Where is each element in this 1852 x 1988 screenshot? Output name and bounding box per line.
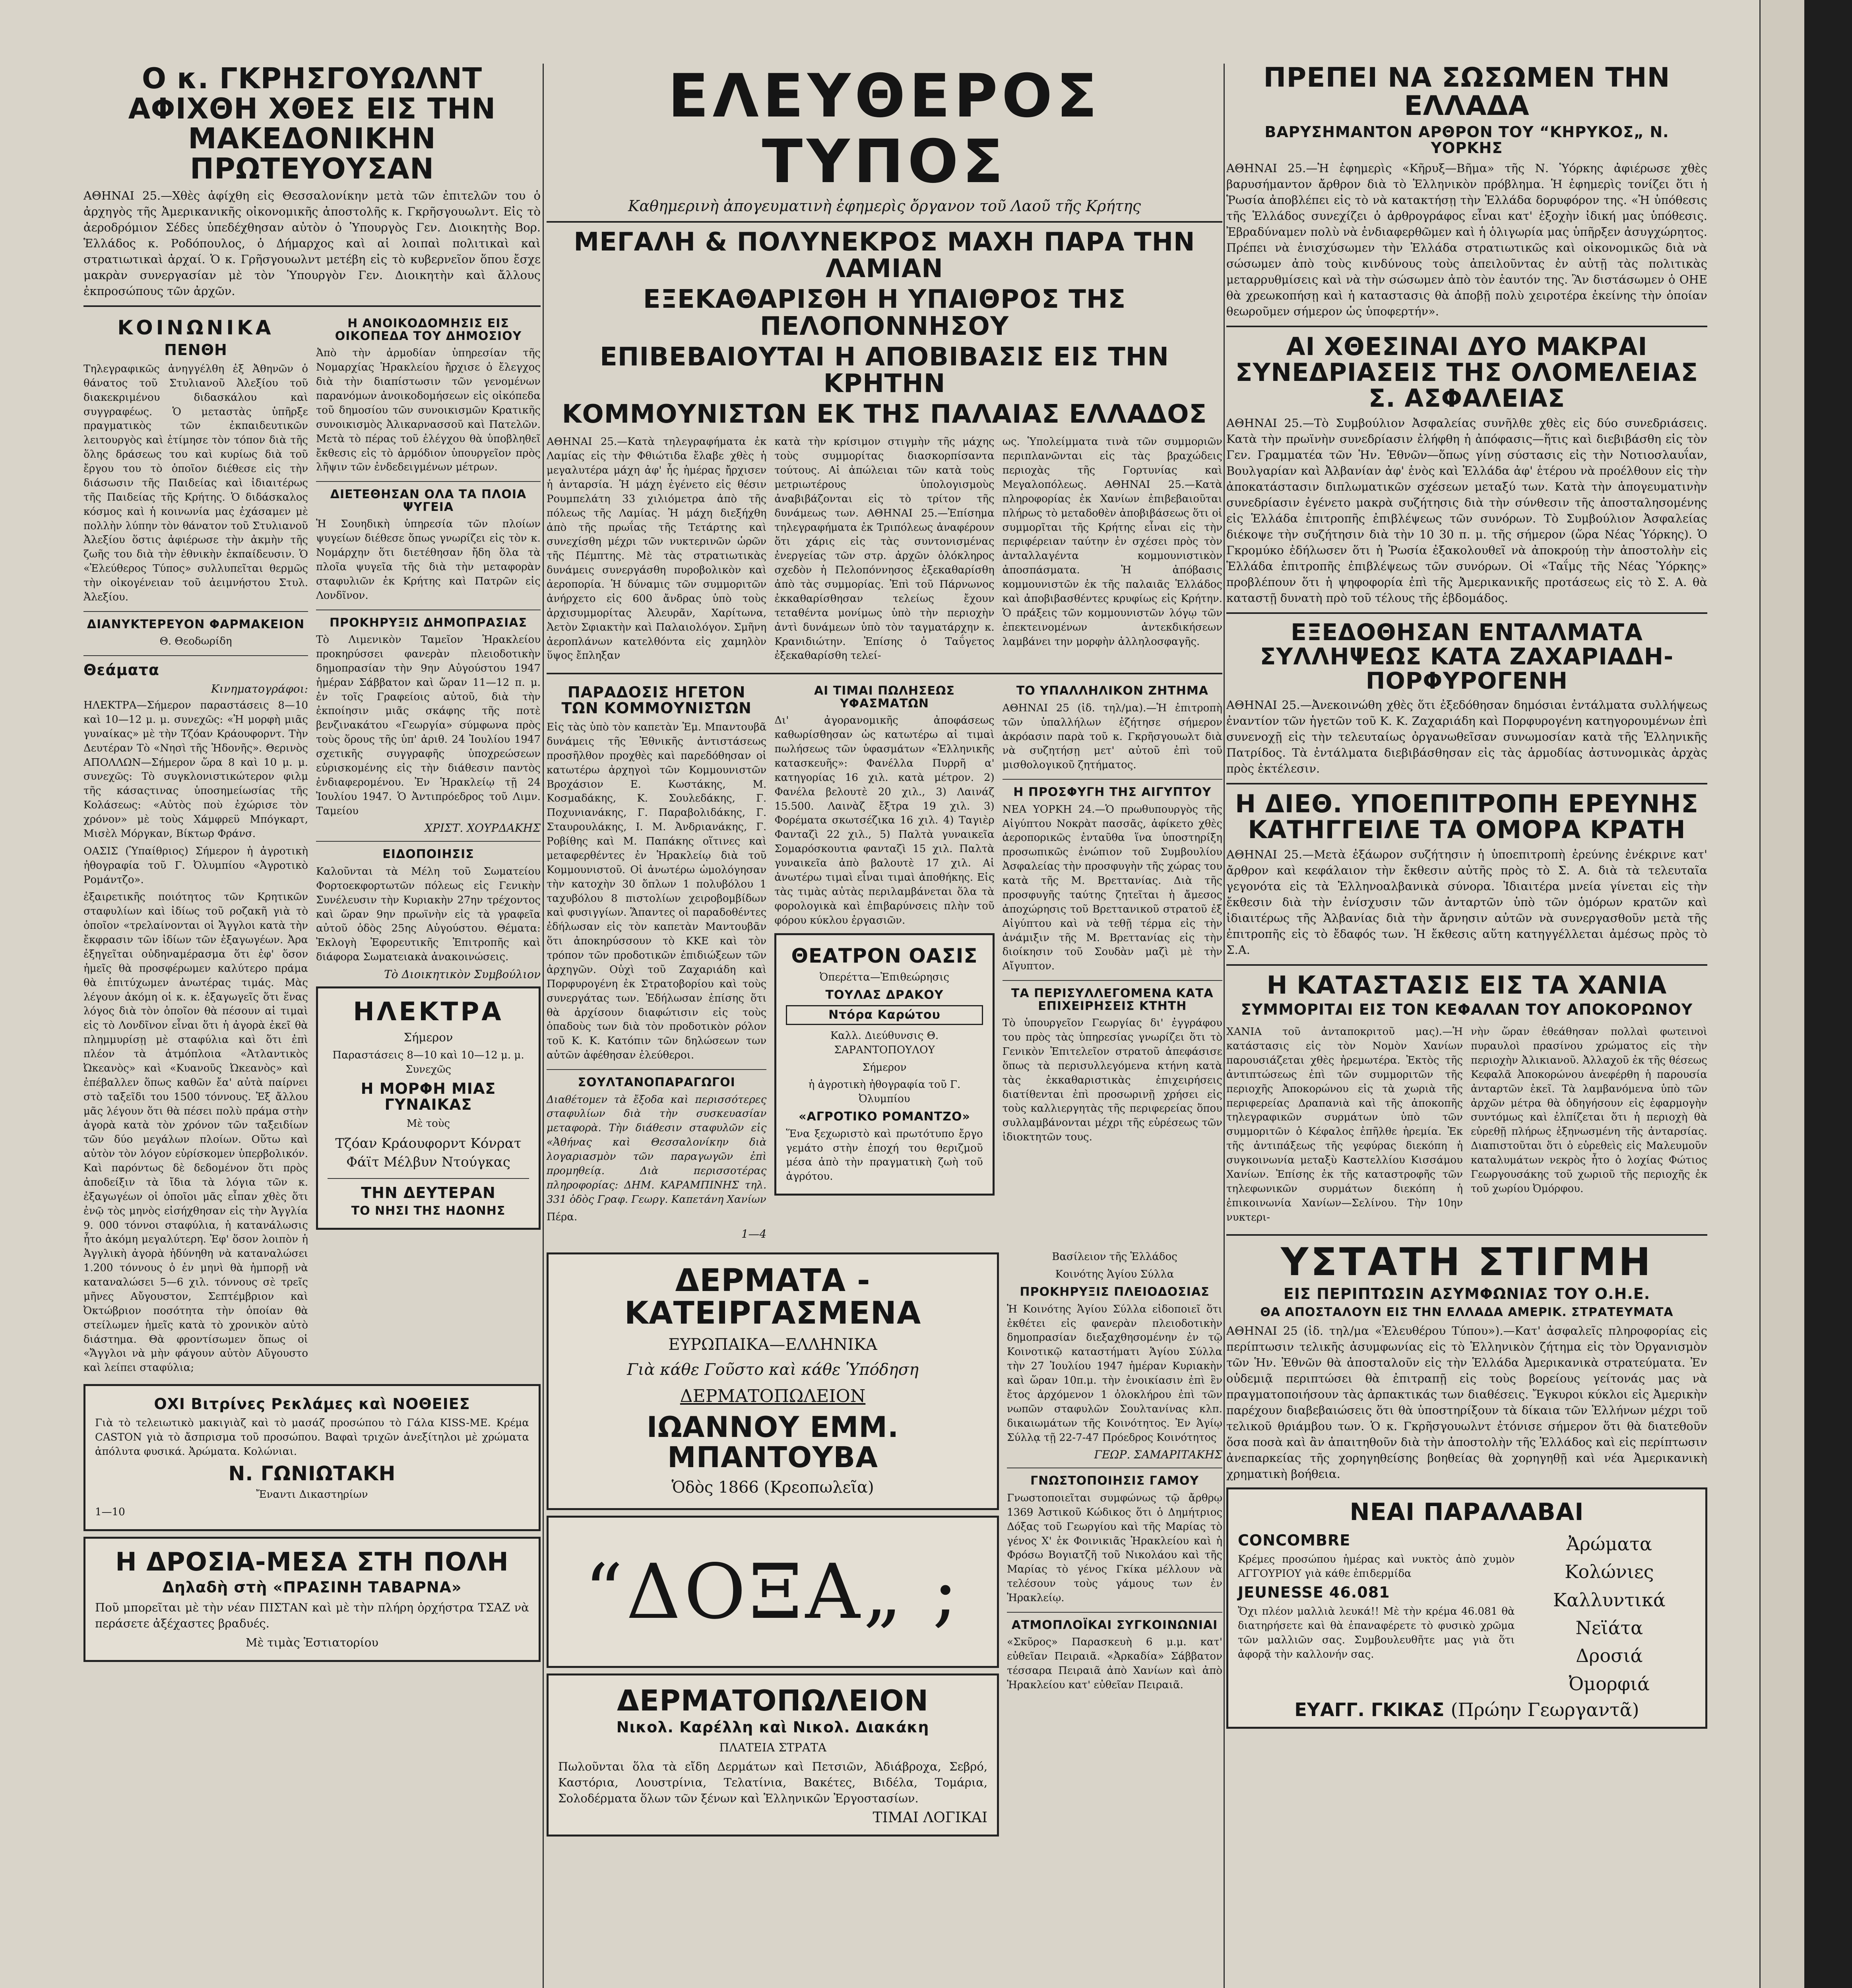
product-item: Ὀμορφιά bbox=[1569, 1673, 1650, 1695]
employees-body: ΑΘΗΝΑΙ 25 (ἰδ. τηλ/μα).—Ἡ ἐπιτροπὴ τῶν ὑπαλλήλων ἐζήτησε σήμερον ἀκρόασιν παρὰ τοῦ κ. Γκρῆσγουωλτ διὰ νὰ συζητήσῃ μετ' αὐτοῦ ἐπὶ τοῦ μισθολογικοῦ ζητήματος. bbox=[1002, 702, 1222, 771]
divider bbox=[1226, 326, 1707, 327]
product-item: Κολώνιες bbox=[1565, 1561, 1654, 1583]
elektra-cast: Τζόαν Κράουφορντ Κόνρατ Φάϊτ Μέλβυν Ντούγκας bbox=[335, 1135, 522, 1170]
notice-signature: Τὸ Διοικητικὸν Συμβούλιον bbox=[384, 968, 541, 981]
shop-name: ΕΥΑΓΓ. ΓΚΙΚΑΣ bbox=[1294, 1699, 1445, 1721]
tavern-ad-title: Η ΔΡΟΣΙΑ-ΜΕΣΑ ΣΤΗ ΠΟΛΗ bbox=[115, 1547, 509, 1577]
chania-columns bbox=[1226, 1022, 1707, 1228]
headline-lamia-battle: ΜΕΓΑΛΗ & ΠΟΛΥΝΕΚΡΟΣ ΜΑΧΗ ΠΑΡΑ ΤΗΝ ΛΑΜΙΑΝ bbox=[574, 227, 1195, 284]
oasis-star: Ντόρα Καρώτου bbox=[786, 1005, 983, 1025]
fabric-prices-body: Δι' ἀγορανομικῆς ἀποφάσεως καθωρίσθησαν ὡς κατωτέρω αἱ τιμαὶ πωλήσεως τῶν ὑφασμάτων «Ἑλληνικῆς κατασκευῆς»: Φανέλλα Πυρρῆ α' κατηγορίας 16 χιλ. κατὰ μέτρον. 2) Φανέλα βελουτὲ 20 χιλ., 3) Λαινάζ 15.500. Λαινὰζ ἔξτρα 19 χιλ. 3) Φορέματα σκωτσέζικα 16 χιλ. 4) Ταγιὲρ Φανταζὶ 22 χιλ., 5) Παλτὰ γυναικεῖα Σομαρόσκουτια φανταζὶ 15 χιλ. Παλτὰ γυναικεῖα ἀπὸ βαλουτὲ 17 χιλ. Αἱ ἀνωτέρω τιμαὶ εἶναι τιμαὶ ἀποθήκης. Εἰς τὰς τιμὰς αὐτὰς περιλαμβάνεται ὅλα τὰ φορολογικὰ καὶ ἐπιβαρύνσεις πλὴν τοῦ φόρου κύκλου ἐργασιῶν. bbox=[774, 714, 995, 926]
oasis-direction: Καλλ. Διεύθυνσις Θ. ΣΑΡΑΝΤΟΠΟΥΛΟΥ bbox=[830, 1029, 939, 1056]
divider bbox=[328, 1178, 529, 1179]
product-item: Νεϊάτα bbox=[1575, 1617, 1643, 1639]
oasis-description: Ἕνα ξεχωριστὸ καὶ πρωτότυπο ἔργο γεμάτο στὴν ἐποχή του θεριζμοῦ μέσα ἀπὸ τὴν πραγματικὴ ζωὴ τοῦ ἀγρότου. bbox=[786, 1128, 983, 1183]
leather-store-2-owners: Νικολ. Καρέλλη καὶ Νικολ. Διακάκη bbox=[616, 1718, 929, 1736]
elektra-cinema-ad bbox=[316, 986, 541, 1230]
right-column bbox=[1226, 60, 1707, 1734]
sultana-growers-ref: 1—4 bbox=[741, 1227, 767, 1241]
battle-article-part2: κατὰ τὴν κρίσιμον στιγμὴν τῆς μάχης τοὺς συμμορίτας διασκορπίσαντα τούτους. Αἱ ἀπώλειαι τῶν κατὰ τοὺς μετριωτέρους ὑπολογισμοὺς ἀναβιβάζονται εἰς τὸ τρίτον τῆς δυνάμεως των. ΑΘΗΝΑΙ 25.—Ἐπίσημα τηλεγραφήματα ἐκ Τριπόλεως ἀναφέρουν ὅτι χάρις εἰς τὰς συντονισμένας ἐνεργείας τῶν στρ. ἀρχῶν ὁλόκληρος σχεδὸν ἡ Πελοπόννησος ἐξεκαθαρίσθη ἀπὸ τὰς συμμορίας. Ἐπὶ τοῦ Πάρνωνος ἐκκαθαρίσθησαν τελείως ἔχουν τεταθέντα μονίμως ὑπὸ τὴν περιοχὴν ἀντὶ δυνάμεων ὑπὸ τὸν ταγματάρχην κ. Κρανιδιώτην. Ἐπίσης ὁ Ταΰγετος ἐξεκαθαρίσθη τελεί- bbox=[774, 436, 995, 662]
masthead-title: ΕΛΕΥΘΕΡΟΣ ΤΥΠΟΣ bbox=[668, 62, 1101, 196]
elektra-with: Μὲ τοὺς bbox=[406, 1117, 450, 1130]
sultana-growers-body: Διαθέτομεν τὰ ἔξοδα καὶ περισσότερες σταφυλίων διὰ τὴν συσκευασίαν μεταφορὰ. Τὴν διάθεσιν σταφυλῶν εἰς «Ἀθήνας καὶ Θεσσαλονίκην διὰ λογαριασμὸν τῶν παραγωγῶν ἐπὶ προμηθείᾳ. Διὰ περισσοτέρας πληροφορίας: ΔΗΜ. ΚΑΡΑΜΠΙΝΗΣ τηλ. 331 ὁδὸς Γραφ. Γεωργ. Καπετάνη Χανίων bbox=[547, 1093, 767, 1206]
headline-griswold: Ο κ. ΓΚΡΗΣΓΟΥΩΛΝΤ ΑΦΙΧΘΗ ΧΘΕΣ ΕΙΣ ΤΗΝ ΜΑΚΕΔΟΝΙΚΗΝ ΠΡΩΤΕΥΟΥΣΑΝ bbox=[128, 62, 496, 185]
notice-body: Καλοῦνται τὰ Μέλη τοῦ Σωματείου Φορτοεκφορτωτῶν πόλεως εἰς Γενικὴν Συνέλευσιν τὴν Κυριακὴν 27ην τρέχοντος καὶ ὥραν 9ην πρωϊνὴν εἰς τὰ γραφεῖα αὐτοῦ ὁδὸς 25ης Αὐγούστου. Θέματα: Ἐκλογὴ Ἐφορευτικῆς Ἐπιτροπῆς καὶ διάφορα Σωματειακὰ ἀνακοινώσεις. bbox=[316, 865, 541, 963]
brand-concombre: CONCOMBRE bbox=[1238, 1531, 1351, 1549]
center-notices-column bbox=[1007, 1247, 1222, 1842]
divider bbox=[316, 841, 541, 842]
battle-article-columns bbox=[547, 432, 1222, 666]
elektra-next-film: ΤΟ ΝΗΣΙ ΤΗΣ ΗΔΟΝΗΣ bbox=[351, 1204, 506, 1218]
headline-chania: Η ΚΑΤΑΣΤΑΣΙΣ ΕΙΣ ΤΑ ΧΑΝΙΑ bbox=[1266, 971, 1667, 1000]
headline-livestock: ΤΑ ΠΕΡΙΣΥΛΛΕΓΟΜΕΝΑ ΚΑΤΑ ΕΠΙΧΕΙΡΗΣΕΙΣ ΚΤΗΤΗ bbox=[1011, 986, 1214, 1013]
divider bbox=[1226, 1234, 1707, 1236]
oasis-theatre-title: ΘΕΑΤΡΟΝ ΟΑΣΙΣ bbox=[791, 944, 978, 968]
headline-subcommittee: Η ΔΙΕΘ. ΥΠΟΕΠΙΤΡΟΠΗ ΕΡΕΥΝΗΣ ΚΑΤΗΓΓΕΙΛΕ ΤΑ ΟΜΟΡΑ ΚΡΑΤΗ bbox=[1235, 789, 1699, 845]
headline-security-council: ΑΙ ΧΘΕΣΙΝΑΙ ΔΥΟ ΜΑΚΡΑΙ ΣΥΝΕΔΡΙΑΣΕΙΣ ΤΗΣ ΟΛΟΜΕΛΕΙΑΣ Σ. ΑΣΦΑΛΕΙΑΣ bbox=[1235, 332, 1698, 413]
livestock-body: Τὸ ὑπουργεῖον Γεωργίας δι' ἐγγράφου του πρὸς τὰς ὑπηρεσίας γνωρίζει ὅτι τὸ Γενικὸν Ἐπιτελεῖον στρατοῦ ἀπεφάσισε ὅπως τὰ περισυλλεγόμενα κτήνη κατὰ τὰς ἐκκαθαριστικὰς ἐπιχειρήσεις διατίθενται ἐπὶ προσωρινῇ χρήσει εἰς τοὺς καλλιεργητὰς τῆς περιφερείας ὅπου συλλαμβάνονται μέχρι τῆς εὑρέσεως τῶν ἰδιοκτητῶν τους. bbox=[1002, 1017, 1222, 1143]
doxa-ad bbox=[547, 1516, 999, 1668]
shop-note: (Πρώην Γεωργαντᾶ) bbox=[1451, 1699, 1639, 1721]
column-divider bbox=[1224, 64, 1225, 1988]
headline-arrest-warrants: ΕΞΕΔΟΘΗΣΑΝ ΕΝΤΑΛΜΑΤΑ ΣΥΛΛΗΨΕΩΣ ΚΑΤΑ ΖΑΧΑΡΙΑΔΗ-ΠΟΡΦΥΡΟΓΕΝΗ bbox=[1260, 619, 1674, 694]
save-greece-body: ΑΘΗΝΑΙ 25.—Ἡ ἐφημερὶς «Κῆρυξ—Βῆμα» τῆς Ν. Ὑόρκης ἀφιέρωσε χθὲς βαρυσήμαντον ἄρθρον διὰ τὸ Ἑλληνικὸν πρόβλημα. Ἡ ἐφημερὶς τονίζει ὅτι ἡ Ῥωσία ἀποβλέπει εἰς τὸ νὰ κατακτήσῃ τὴν Ἑλλάδα δορυφόρον της. «Ἡ ὑπόθεσις τῆς Ἑλλάδος συνεχίζει ὁ ἀρθρογράφος εἶναι κατ' ἐξοχὴν ἰδική μας ὑπόθεσις. Ἐβραδύναμεν πολὺ νὰ ἐνδιαφερθῶμεν καὶ ἡ ὁλιγωρία μας ὑπῆρξεν ἀσυγχώρητος. Πρέπει νὰ ἐνισχύσωμεν τὴν Ἑλλάδα στρατιωτικῶς καὶ οἰκονομικῶς διὰ νὰ σώσωμεν ἀπὸ τοὺς κινδύνους τοὺς ἀπειλοῦντας ἐν αὐτῇ τὰς πολιτικὰς μεταρρυθμίσεις καὶ νὰ τὴν σώσωμεν ἀπὸ τὸν ἑαυτόν της. Ἂν διστάσωμεν ὁ ΟΗΕ θὰ χρεωκοπήσῃ καὶ ἡ καταστασις θὰ ἀποβῇ πολὺ χειροτέρα ἐκείνης τὴν ὁποίαν θεωροῦμεν σήμερον ὡς ὑποφερτήν». bbox=[1226, 161, 1707, 318]
divider bbox=[1003, 779, 1222, 780]
subcolumn-notices bbox=[316, 313, 541, 1378]
oasis-note: ΟΑΣΙΣ (Ὑπαίθριος) Σήμερον ἡ ἀγροτικὴ ἠθογραφία τοῦ Γ. Ὀλυμπίου «Ἀγροτικὸ Ρομάντζο». bbox=[83, 845, 308, 886]
auction-body: Τὸ Λιμενικὸν Ταμεῖον Ἡρακλείου προκηρύσσει φανερὰν πλειοδοτικὴν δημοπρασίαν τὴν 9ην Αὐγούστου 1947 ἡμέραν Σάββατον καὶ ὥραν 11—12 π. μ. ἐν τοῖς Γραφείοις αὐτοῦ, διὰ τὴν ἐκποίησιν μιᾶς σκάφης τῆς ποτὲ βενζινακάτου «Γεωργία» σύμφωνα πρὸς τοὺς ὅρους τῆς ὑπ' ἀριθ. 24 Ἰουλίου 1947 σχετικῆς συγγραφῆς ὑποχρεώσεων εὑρισκομένης εἰς τὴν διάθεσιν παντὸς ἐνδιαφερομένου. Ἐν Ἡρακλείῳ τῇ 24 Ἰουλίου 1947. Ὁ Ἀντιπρόεδρος τοῦ Λιμν. Ταμείου bbox=[316, 634, 541, 817]
center-subcolumn-3 bbox=[1003, 681, 1222, 1243]
leather-store-2-title: ΔΕΡΜΑΤΟΠΩΛΕΙΟΝ bbox=[617, 1683, 929, 1717]
chania-body-part2: νὴν ὥραν ἐθεάθησαν πολλαὶ φωτεινοὶ πυραυλοὶ πρασίνου χρώματος εἰς τὴν περιοχὴν Ἀλικιανοῦ. Ἀλλαχοῦ ἐκ τῆς θέσεως Κεφαλᾶ Ἀποκορώνου ἀνεφέρθη ἡ παρουσία ἀνταρτῶν ἐκεῖ. Τὰ λαμβανόμενα ὑπὸ τῶν ἀρχῶν μέτρα θὰ ὁδηγήσουν εἰς ἐφαρμογὴν συντόμως καὶ ἐλπίζεται ὅτι ἡ περιοχὴ θὰ εὑρεθῇ πλήρως ἐξηνωσμένη τῆς ἀνταρσίας. Διαπιστοῦται ὅτι ὁ εὑρεθεὶς εἰς Μαλευμοῦν καταλυμάτων νεκρὸς ἦτο ὁ λοχίας Φώτιος Γεωργουσάκης τοῦ χωριοῦ τῆς περιοχῆς ἐκ τοῦ χωρίου Ὀμόρφου. bbox=[1471, 1026, 1707, 1195]
elektra-film: Η ΜΟΡΦΗ ΜΙΑΣ ΓΥΝΑΙΚΑΣ bbox=[361, 1080, 496, 1113]
oasis-troupe: ΤΟΥΛΑΣ ΔΡΑΚΟΥ bbox=[825, 988, 944, 1002]
jeunesse-desc: Ὄχι πλέον μαλλιὰ λευκά!! Μὲ τὴν κρέμα 46.081 θὰ διατηρήσετε καὶ θὰ ἐπαναφέρετε τὸ φυσικὸ χρῶμα τῶν μαλλιῶν σας. Συμβουλευθῆτε μας γιὰ ὅτι ἀφορᾷ τὴν καλλονήν σας. bbox=[1238, 1606, 1515, 1660]
headline-surrender: ΠΑΡΑΔΟΣΙΣ ΗΓΕΤΟΝ ΤΩΝ ΚΟΜΜΟΥΝΙΣΤΩΝ bbox=[561, 683, 752, 717]
headline-save-greece: ΠΡΕΠΕΙ ΝΑ ΣΩΣΩΜΕΝ ΤΗΝ ΕΛΛΑΔΑ bbox=[1263, 62, 1670, 122]
headline-notice: ΕΙΔΟΠΟΙΗΣΙΣ bbox=[382, 847, 474, 862]
oasis-today: Σήμερον bbox=[862, 1061, 907, 1074]
headline-reefer-ships: ΔΙΕΤΕΘΗΣΑΝ ΟΛΑ ΤΑ ΠΛΟΙΑ ΨΥΓΕΙΑ bbox=[330, 487, 527, 514]
product-item: Καλλυντικά bbox=[1553, 1589, 1666, 1611]
oasis-genre: Ὀπερέττα—Ἐπιθεώρησις bbox=[819, 971, 950, 983]
oasis-play: «ΑΓΡΟΤΙΚΟ ΡΟΜΑΝΤΖΟ» bbox=[799, 1110, 970, 1124]
tavern-ad bbox=[83, 1537, 541, 1662]
leather-store-2-place: ΠΛΑΤΕΙΑ ΣΤΡΑΤΑ bbox=[719, 1741, 826, 1755]
section-title-social: ΚΟΙΝΩΝΙΚΑ bbox=[117, 316, 274, 340]
subcommittee-body: ΑΘΗΝΑΙ 25.—Μετὰ ἐξάωρον συζήτησιν ἡ ὑποεπιτροπὴ ἐρεύνης ἐνέκρινε κατ' ἄρθρον καὶ κεφάλαιον τὴν ἔκθεσιν αὐτῆς πρὸς τὸ Σ. Α. διὰ τὰ τελευταῖα γεγονότα εἰς τὰ Ἑλληνοαλβανικὰ σύνορα. Ἰδιαιτέρα μνεία γίνεται εἰς τὴν ἔκθεσιν διὰ τὴν ἐνίσχυσιν τῶν ἀνταρτῶν ὑπὸ τῶν ὁμόρων κρατῶν καὶ ἰδιαιτέρως τῆς Ἀλβανίας διὰ τὴν ἄρνησιν αὐτῶν νὰ συνεργασθοῦν μετὰ τῆς ἐπιτροπῆς εἰς τὸ ἔδαφός των. Ἡ ἔκθεσις αὕτη κατηγγέλλεται ἀμέσως πρὸς τὸ Σ.Α. bbox=[1226, 848, 1707, 957]
lease-auction-signature: ΓΕΩΡ. ΣΑΜΑΡΙΤΑΚΗΣ bbox=[1094, 1448, 1222, 1462]
chania-body-part1: ΧΑΝΙΑ τοῦ ἀνταποκριτοῦ μας).—Ἡ κατάστασις εἰς τὸν Νομὸν Χανίων παρουσιάζεται χθὲς ἠρεμωτέρα. Ἐκτὸς τῆς ἀντιπτώσεως ἐπὶ τῶν συμμοριτῶν τῆς περιοχῆς Ἀποκορώνου εἰς τὰ χωριὰ τῆς περιφερείας Δραπανιὰ καὶ τῆς ἀποκοπῆς τηλεγραφικῶν συρμάτων ὑπὸ τῶν συμμοριτῶν ὁ Κέφαλος ἐπῆλθε ἠρεμία. Ἐκ τῆς ἀντιπάξεως τῆς γεφύρας διεκόπη ἡ συγκοινωνία μεταξὺ Καστελλίου Κισσάμου Χανίων. Ἐπίσης ἐκ τῆς καταστροφῆς τῶν τηλεφωνικῶν συρμάτων διεκόπη ἡ ἐπικοινωνία Χανίων—Σελίνου. Τὴν 10ην νυκτερι- bbox=[1226, 1026, 1463, 1223]
left-subcolumns bbox=[83, 313, 541, 1378]
pharmacy-heading: ΔΙΑΝΥΚΤΕΡΕΥΟΝ ΦΑΡΜΑΚΕΙΟΝ bbox=[87, 617, 305, 631]
shows-body: ΗΛΕΚΤΡΑ—Σήμερον παραστάσεις 8—10 καὶ 10—12 μ. μ. συνεχῶς: «Ἡ μορφὴ μιᾶς γυναίκας» μὲ τὴν Τζόαν Κράουφορντ. Τὴν Δευτέραν Τὸ «Νησὶ τῆς Ἠδονῆς». Θερινὸς ΑΠΟΛΛΩΝ—Σήμερον ὥρα 8 καὶ 10 μ. μ. συνεχῶς: Τὸ συγκλονιστικώτερον φιλμ τῆς κάσαςτινας ὑποσημείωσίας τῆς Κολάσεως: «Αὐτὸς ποὺ ἐχώρισε τὸν χρόνον» μὲ τοὺς Χάμφρεϋ Μπόγκαρτ, Μισὲλ Μόργκαν, Βίκτωρ Φράνσ. bbox=[83, 699, 308, 840]
divider bbox=[1007, 1612, 1222, 1613]
pharmacy-name: Θ. Θεοδωρίδη bbox=[159, 635, 232, 648]
cosmetics-ad bbox=[83, 1384, 541, 1531]
new-arrivals-title: ΝΕΑΙ ΠΑΡΑΛΑΒΑΙ bbox=[1350, 1498, 1584, 1526]
product-item: Ἀρώματα bbox=[1566, 1533, 1652, 1555]
elektra-title: ΗΛΕΚΤΡΑ bbox=[353, 997, 504, 1027]
oasis-play-intro: ἡ ἀγροτικὴ ἠθογραφία τοῦ Γ. Ὀλυμπίου bbox=[808, 1079, 961, 1105]
mourning-body: Τηλεγραφικῶς ἀνηγγέλθη ἐξ Ἀθηνῶν ὁ θάνατος τοῦ Στυλιανοῦ Ἀλεξίου τοῦ διακεκριμένου διδασκάλου καὶ συγγραφέως. Ὁ μεταστὰς ὑπῆρξε πραγματικὸς τῶν ἐκπαιδευτικῶν λειτουργὸς καὶ ἐτίμησε τὸν τόπον διὰ τῆς ὅλης δράσεως του καὶ κυρίως διὰ τοῦ ἔργου του τὸ ὁποῖον διέθεσε εἰς τὴν διάσωσιν τῆς Παιδείας καὶ ἰδιαιτέρως τῆς Παιδείας τῆς Κρήτης. Ὁ διδάσκαλος κόσμος καὶ ἡ κοινωνία μας ἐχάσαμεν μὲ πολλὴν λύπην τὸν θάνατον τοῦ Στυλιανοῦ Ἀλεξίου ὅστις ἀφιέρωσε τὴν ἀκμὴν τῆς ζωῆς του διὰ τὴν ἐθνικὴν ἐκπαίδευσιν. Ὁ «Ἐλεύθερος Τύπος» συλλυπεῖται θερμῶς τὴν οἰκογένειαν τοῦ ἀειμνήστου Στυλ. Ἀλεξίου. bbox=[83, 363, 308, 603]
headline-steamship: ΑΤΜΟΠΛΟΪΚΑΙ ΣΥΓΚΟΙΝΩΝΙΑΙ bbox=[1011, 1618, 1218, 1632]
headline-egypt: Η ΠΡΟΣΦΥΓΗ ΤΗΣ ΑΙΓΥΠΤΟΥ bbox=[1013, 785, 1212, 800]
elektra-times: Παραστάσεις 8—10 καὶ 10—12 μ. μ. Συνεχῶς bbox=[332, 1049, 524, 1076]
cinema-label: Κινηματογράφοι: bbox=[211, 682, 308, 696]
arrest-warrants-body: ΑΘΗΝΑΙ 25.—Ἀνεκοινώθη χθὲς ὅτι ἐξεδόθησαν δημόσιαι ἐντάλματα συλλήψεως ἐναντίον τῶν ἡγετῶν τοῦ Κ. Κ. Ζαχαριάδη καὶ Πορφυρογένη κατηγορουμένων ἐπὶ συνενοχῇ εἰς τὴν τελευταίως ὀργανωθεῖσαν συνωμοσίαν κατὰ τῆς Ἑλληνικῆς Πατρίδος. Τὰ ἐντάλματα διεβιβάσθησαν εἰς τὰς ἁρμοδίας ἀστυνομικὰς ἀρχὰς πρὸς ἐκτέλεσιν. bbox=[1226, 698, 1707, 775]
leather-store-2-body: Πωλοῦνται ὅλα τὰ εἴδη Δερμάτων καὶ Πετσιῶν, Ἀδιάβροχα, Σεβρό, Καστόρια, Λουστρίνια, Τελατίνια, Βακέτες, Βιδέλα, Τομάρια, Σολοδέρματα ὅλων τῶν ξένων καὶ Ἑλληνικῶν Ἐργοστασίων. bbox=[558, 1760, 988, 1806]
tavern-ad-body: Ποῦ μπορεῖται μὲ τὴν νέαν ΠΙΣΤΑΝ καὶ μὲ τὴν πλήρη ὀρχήστρα ΤΣΑΖ νὰ περάσετε ἀξέχαστες βραδυές. bbox=[95, 1600, 529, 1630]
doxa-text: “ΔΟΞΑ„ ; bbox=[584, 1547, 961, 1636]
article-griswold-body: ΑΘΗΝΑΙ 25.—Χθὲς ἀφίχθη εἰς Θεσσαλονίκην μετὰ τῶν ἐπιτελῶν του ὁ ἀρχηγὸς τῆς Ἀμερικανικῆς οἰκονομικῆς ἀποστολῆς κ. Γκρῆσγουωλντ. Εἰς τὸ ἀεροδρόμιον Σέδες ὑπεδέχθησαν αὐτὸν ὁ Ὑπουργὸς Γεν. Διοικητὴς Βορ. Ἑλλάδος κ. Ροδόπουλος, ὁ Δήμαρχος καὶ αἱ λοιπαὶ πολιτικαὶ καὶ στρατιωτικαὶ ἀρχαί. Ὁ κ. Γρῆσγουωλντ μετέβη εἰς τὸ κυβερνεῖον ὅπου ἔσχε μακρὰν συνεργασίαν μὲ τὸν Ὑπουργὸν Γεν. Διοικητὴν καὶ ἄλλους ἐκπροσώπους τῶν ἀρχῶν. bbox=[83, 189, 541, 298]
cosmetics-ad-ref: 1—10 bbox=[95, 1506, 125, 1518]
center-ads-column bbox=[547, 1247, 999, 1842]
headline-latest-news: ΥΣΤΑΤΗ ΣΤΙΓΜΗ bbox=[1281, 1240, 1653, 1285]
egypt-body: ΝΕΑ ΥΟΡΚΗ 24.—Ὁ πρωθυπουργὸς τῆς Αἰγύπτου Νοκρὰτ πασσᾶς, ἀφίκετο χθὲς ἀεροπορικῶς ἐνταῦθα ἵνα ὑποστηρίξη προσωπικῶς ἐνώπιον τοῦ Συμβουλίου Ἀσφαλείας τὴν προσφυγὴν τῆς χώρας του κατὰ τῆς Μ. Βρεττανίας. Διὰ τῆς προσφυγῆς ταύτης ζητεῖται ἡ ἄμεσος ἀποχώρησις τοῦ Βρεττανικοῦ στρατοῦ ἐξ Αἰγύπτου καὶ νὰ τεθῇ τέρμα εἰς τὴν ἀνάμιξιν τῆς Μ. Βρεττανίας εἰς τὴν διοίκησιν τοῦ Σουδὰν μαζὶ μὲ τὴν Αἴγυπτον. bbox=[1002, 803, 1222, 973]
leather-ad-address: Ὁδὸς 1866 (Κρεοπωλεῖα) bbox=[671, 1478, 874, 1497]
leather-ad-store: ΔΕΡΜΑΤΟΠΩΛΕΙΟΝ bbox=[680, 1386, 866, 1406]
shop-signature bbox=[1238, 1699, 1696, 1720]
leather-ad-tagline: Γιὰ κάθε Γοῦστο καὶ κάθε Ὑπόδηση bbox=[627, 1361, 919, 1379]
section-title-mourning: ΠΕΝΘΗ bbox=[164, 341, 227, 359]
reefer-ships-body: Ἡ Σουηδικὴ ὑπηρεσία τῶν πλοίων ψυγείων διέθεσε ὅπως γνωρίζει εἰς τὸν κ. Νομάρχην ὅτι διετέθησαν ἤδη ὅλα τὰ πλοῖα ψυγεῖα τῆς διὰ τὴν μεταφορὰν σταφυλιῶν ἐκ Κρήτης καὶ Πατρῶν εἰς Λονδῖνον. bbox=[316, 518, 541, 602]
subhead-herald-article: ΒΑΡΥΣΗΜΑΝΤΟΝ ΑΡΘΡΟΝ ΤΟΥ “ΚΗΡΥΚΟΣ„ Ν. ΥΟΡΚΗΣ bbox=[1264, 123, 1669, 157]
headline-lease-auction: ΠΡΟΚΗΡΥΞΙΣ ΠΛΕΙΟΔΟΣΙΑΣ bbox=[1020, 1285, 1210, 1299]
divider bbox=[1226, 964, 1707, 966]
leather-ad-owner: ΙΩΑΝΝΟΥ ΕΜΜ. ΜΠΑΝΤΟΥΒΑ bbox=[646, 1410, 899, 1474]
brand-jeunesse: JEUNESSE 46.081 bbox=[1238, 1584, 1390, 1602]
center-subcolumn-2 bbox=[774, 681, 994, 1243]
divider bbox=[83, 305, 541, 307]
divider bbox=[83, 611, 308, 612]
divider bbox=[547, 221, 1222, 223]
divider bbox=[1226, 612, 1707, 614]
steamship-body: «Σκῦρος» Παρασκευὴ 6 μ.μ. κατ' εὐθεῖαν Πειραιᾶ. «Ἀρκαδία» Σάββατον τέσσαρα Πειραιᾶ ἀπὸ Χανίων καὶ ἀπὸ Ἡρακλείου κατ' εὐθεῖαν Πειραιᾶ. bbox=[1007, 1636, 1222, 1691]
marriage-body: Γνωστοποιεῖται συμφώνως τῷ ἄρθρῳ 1369 Ἀστικοῦ Κώδικος ὅτι ὁ Δημήτριος Δόξας τοῦ Γεωργίου καὶ τῆς Μαρίας τὸ γένος Χ' ἐκ Φοινικιᾶς Ἡρακλείου καὶ ἡ Φρόσω Βογιατζῆ τοῦ Νικολάου καὶ τῆς Μαρίας τὸ γένος Γκίκα μέλλουν νὰ τελέσουν τοὺς γάμους των ἐν Ἡρακλείῳ. bbox=[1007, 1492, 1222, 1604]
sultana-growers-place: Πέρα. bbox=[547, 1211, 578, 1223]
cosmetics-ad-title: ΟΧΙ Βιτρίνες Ρεκλάμες καὶ ΝΟΘΕΙΕΣ bbox=[154, 1395, 470, 1413]
battle-article-part3: ως. Ὑπολείμματα τινὰ τῶν συμμοριῶν περιπλανῶνται εἰς τὰς βραχώδεις περιοχὰς τῆς Γορτυνίας καὶ Μεγαλοπόλεως. ΑΘΗΝΑΙ 25.—Κατὰ πληροφορίας ἐκ Χανίων ἐπιβεβαιοῦται πλήρως τὸ μεταδοθὲν ἀποβιβάσεως ὅτι οἱ συμμορῖται τῆς Κρήτης εἶναι εἰς τὴν περιφέρειαν ταύτην ἐν σχέσει πρὸς τὸν ἀνταλλαγέντα κομμουνιστικὸν ἀποσπάσματα. Ἡ ἀπόβασις κομμουνιστῶν ἐκ τῆς παλαιᾶς Ἑλλάδος καὶ ἀποβιβασθέντες κρυφίως εἰς Κρήτην. Ὁ πράξεις τῶν κομμουνιστῶν λόγῳ τῶν ἐπεκτεινομένων ἀντεκδικήσεων λαμβάνει την μορφὴν ἀλληλοσφαγῆς. bbox=[1002, 436, 1222, 648]
headline-peloponnese: ΕΞΕΚΑΘΑΡΙΣΘΗ Η ΥΠΑΙΘΡΟΣ ΤΗΣ ΠΕΛΟΠΟΝΝΗΣΟΥ bbox=[643, 285, 1126, 341]
subhead-latest-2: ΘΑ ΑΠΟΣΤΑΛΟΥΝ ΕΙΣ ΤΗΝ ΕΛΛΑΔΑ ΑΜΕΡΙΚ. ΣΤΡΑΤΕΥΜΑΤΑ bbox=[1260, 1305, 1674, 1320]
divider bbox=[1003, 980, 1222, 981]
headline-marriage: ΓΝΩΣΤΟΠΟΙΗΣΙΣ ΓΑΜΟΥ bbox=[1030, 1474, 1199, 1488]
center-bottom-row bbox=[547, 1247, 1222, 1842]
center-lower-columns bbox=[547, 681, 1222, 1243]
leather-store-2-prices: ΤΙΜΑΙ ΛΟΓΙΚΑΙ bbox=[873, 1809, 988, 1826]
surrender-body: Εἰς τὰς ὑπὸ τὸν καπετὰν Ἐμ. Μπαντουβᾶ δυνάμεις τῆς Ἐθνικῆς ἀντιστάσεως προσῆλθον προχθὲς καὶ παρεδόθησαν οἱ κατωτέρω ἀρχηγοὶ τῶν Κομμουνιστῶν Βροχάσιον Ε. Κωστάκης, Μ. Κοσμαδάκης, Κ. Σουλεδάκης, Γ. Ποχυνιανάκης, Γ. Παραβολιδάκης, Γ. Σταυρουλάκης, Ι. Μ. Ἀνδριανάκης, Γ. Ροβίθης καὶ Μ. Παπάκης οἵτινες καὶ μεταφερθέντες ἐν Ἡρακλείῳ διὰ τοῦ Κομμουνιστοῦ. Οἱ ἀνωτέρω ὡμολόγησαν τὴν κατοχὴν 30 ὅπλων 1 πολυβόλου 1 ταχυβόλου 8 πιστολίων χειροβομβίδων καὶ φυσιγγίων. Ἅπαντες οἱ παραδοθέντες ἐδήλωσαν εἰς τὸν καπετὰν Μαντουβᾶν ὅτι ἀποκηρύσσουν τὸ ΚΚΕ καὶ τὸν τρόπον τῶν προδοτικῶν ἐπιδιώξεων τῶν ἀρχηγῶν. Οὐχὶ τοῦ Ζαχαριάδη καὶ Πορφυρογένη ἐκ Στρατοβορίου καὶ τοὺς συνεργάτας των. Ἐδήλωσαν ἐπίσης ὅτι θὰ ἀρχίσουν διαφώτισιν εἰς τοὺς ὁπαδοὺς των διὰ τὸν προδοτικὸν ρόλον τοῦ Κ. Κ. Κατόπιν τῶν δηλώσεων των αὐτῶν ἀφέθησαν ἐλεύθεροι. bbox=[547, 721, 767, 1062]
leather-ad-title: ΔΕΡΜΑΤΑ - ΚΑΤΕΙΡΓΑΣΜΕΝΑ bbox=[624, 1263, 921, 1332]
new-arrivals-columns bbox=[1238, 1529, 1696, 1699]
lease-auction-body: Ἡ Κοινότης Ἁγίου Σύλλα εἰδοποιεῖ ὅτι ἐκθέτει εἰς φανερὰν πλειοδοτικὴν δημοπρασίαν διεξαχθησομένην ἐν τῷ Κοινοτικῷ καταστήματι Ἁγίου Σύλλα τὴν 27 Ἰουλίου 1947 ἡμέραν Κυριακὴν καὶ ὥραν 10π.μ. τὴν ἐνοικίασιν ἐπὶ ἓν ἔτος ἀρχόμενον 1 ὀλοκλήρου ἐπὶ τῶν νωπῶν σταφυλῶν Σουλτανίνας κλπ. δικαιωμάτων τῆς Κοινότητος. Ἐν Ἁγίῳ Σύλλᾳ τῇ 22-7-47 Πρόεδρος Κοινότητος bbox=[1007, 1303, 1222, 1444]
concombre-desc: Κρέμες προσώπου ἡμέρας καὶ νυκτὸς ἀπὸ χυμὸν ΑΓΓΟΥΡΙΟΥ γιὰ κάθε ἐπιδερμίδα bbox=[1238, 1553, 1515, 1580]
subhead-latest-1: ΕΙΣ ΠΕΡΙΠΤΩΣΙΝ ΑΣΥΜΦΩΝΙΑΣ ΤΟΥ Ο.Η.Ε. bbox=[1283, 1285, 1650, 1303]
divider bbox=[83, 655, 308, 656]
raisin-article: ἐξαιρετικῆς ποιότητος τῶν Κρητικῶν σταφυλίων καὶ ἰδίως τοῦ ρoζακῆ γιὰ τὸ ὁποῖον «τρελαίνονται οἱ Ἄγγλοι κατὰ τὴν ἔκφρασιν τῶν ἰδίων τῶν ἐξαγωγέων. Ἀρα ἐξηγεῖται οὐδηναμέρασμα ὅτι ἐφ' ὅσον ἠμεῖς θὰ προσφέρωμεν καλύτερο πράμα θὰ ἐπιτύχωμεν ἀνωτέρας τιμάς. Μὰς λέγουν ἀκόμη οἱ κ. κ. ἐξαγωγεῖς ὅτι ἕνας λόγος διὰ τὸν ὁποῖον θὰ πέσουν αἱ τιμαὶ εἰς τὸ Λονδῖνον εἶναι ὅτι ἡ ἀγορὰ ἐκεῖ θὰ πλημμυρίσῃ μὲ σταφύλια καὶ ὅτι ἐπὶ πλέον τὰ ἀτμόπλοια «Ἀτλαντικὸς Ὠκεανὸς» καὶ «Κυανοῦς Ὠκεανὸς» καὶ ἐπέβαλλεν ὅπως καθῶν ἔα' αὐτὰ παίρνει στὸ ταξεῖδι του 1500 τόννους. Ἐξ ἄλλου μᾶς λέγουν ὅτι θὰ πέσει πολὺ πράμα στὴν ἀγορὰ κατὰ τὸν χρόνον τῶν ταξειδίων τῶν δύο μεγάλων πλοίων. Οὕτω καὶ αὐτὸν τὸν λόγον εὑρίσκομεν ὑπερβολικόν. Καὶ παρόντως δὲ δεδομένον ὅτι πρὸς ἀποδείξιν τὰ ἴδια τὰ λόγια τῶν κ. ἐξαγωγέων οἱ ὁποῖοι μᾶς εἶπαν χθὲς ὅτι ἐνῷ τὸς μηνὸς εἰσήχθησαν εἰς τὴν Ἀγγλία 9. 000 τόννοι σταφύλια, ἡ κατανάλωσις ἦτο ἀκόμη μεγαλύτερη. Ἐφ' ὅσον λοιπὸν ἡ Ἀγγλικὴ ἀγορὰ ἠδύνηθη νὰ καταναλώσει 1.200 τόννους ὁ ἐν μηνὶ θὰ ἠμπορῇ νὰ καταναλώσει 5—6 χιλ. τόννους σὲ τρεῖς μῆνες Αὔγουστον, Σεπτέμβριον καὶ Ὀκτώβριον ποσότητα τὴν ὁποίαν θὰ στείλωμεν ἡμεῖς κατὰ τὸ χρονικὸν αὐτὸ διάστημα. Θὰ φροντίσωμεν ὅπως οἱ «Ἄγγλοι νὰ μὴν φάγουν αὐτὸν Αὔγουστο καὶ λείπει σταφύλια; bbox=[83, 891, 308, 1374]
headline-fabric-prices: ΑΙ ΤΙΜΑΙ ΠΩΛΗΣΕΩΣ ΥΦΑΣΜΑΤΩΝ bbox=[814, 684, 955, 711]
adjacent-page-strip bbox=[1759, 0, 1804, 1988]
leather-ad-kind: ΕΥΡΩΠΑΙΚΑ—ΕΛΛΗΝΙΚΑ bbox=[668, 1336, 877, 1354]
headline-employees: ΤΟ ΥΠΑΛΛΗΛΙΚΟΝ ΖΗΤΗΜΑ bbox=[1016, 684, 1208, 698]
cosmetics-ad-body: Γιὰ τὸ τελειωτικὸ μακιγιὰζ καὶ τὸ μασάζ προσώπου τὸ Γάλα KISS-ME. Κρέμα CASTON γιὰ τὸ ἄσπρισμα τοῦ προσώπου. Βαφαὶ τριχῶν ἀνεξίτηλοι μὲ χρώματα ἀπόλυτα φυσικά. Ἀρώματα. Κολώνιαι. bbox=[95, 1417, 529, 1458]
divider bbox=[547, 673, 1222, 674]
battle-article-part1: ΑΘΗΝΑΙ 25.—Κατὰ τηλεγραφήματα ἐκ Λαμίας εἰς τὴν Φθιώτιδα ἔλαβε χθὲς ἡ μεγαλυτέρα μάχη ἀφ' ἧς ἡμέρας ἤρχισεν ἡ ἀνταρσία. Ἡ μάχη ἐγένετο εἰς θέσιν Ρουμπελάτη 33 χιλιόμετρα ἀπὸ τῆς πόλεως τῆς Λαμίας. Ἡ μάχη διεξήχθη ἀπὸ τῆς πρωΐας τῆς Τετάρτης καὶ συνεχίσθη μέχρι τῶν νυκτερινῶν ὡρῶν τῆς Πέμπτης. Μὲ τὰς στρατιωτικὰς δυνάμεις συνεργάσθη πυροβολικὸν καὶ ἀεροπορία. Ἡ δύναμις τῶν συμμοριτῶν ἀνήρχετο εἰς 600 ἄνδρας ὑπὸ τοὺς ἀρχισυμμορίτας Ἀλευρᾶν, Χαρίτωνα, Ἀετὸν Σφιακτὴν καὶ Παλαιολόγον. Σμῆνη ἀεροπλάνων κατελθόντα εἰς χαμηλὸν ὕψος ἔπληξαν bbox=[547, 436, 767, 662]
tavern-ad-subtitle: Δηλαδὴ στὴ «ΠΡΑΣΙΝΗ ΤΑΒΑΡΝΑ» bbox=[162, 1578, 462, 1596]
divider bbox=[316, 481, 541, 482]
oasis-theatre-ad bbox=[774, 933, 994, 1196]
leather-ad-bantouvas bbox=[547, 1252, 999, 1510]
divider bbox=[1226, 783, 1707, 784]
binding-edge bbox=[1804, 0, 1852, 1988]
subhead-chania: ΣΥΜΜΟΡΙΤΑΙ ΕΙΣ ΤΟΝ ΚΕΦΑΛΑΝ ΤΟΥ ΑΠΟΚΟΡΩΝΟΥ bbox=[1241, 1001, 1693, 1019]
security-council-body: ΑΘΗΝΑΙ 25.—Τὸ Συμβούλιον Ἀσφαλείας συνῆλθε χθὲς εἰς δύο συνεδριάσεις. Κατὰ τὴν πρωϊνὴν συνεδρίασιν ἐλήφθη ἡ ἀπόφασις—ἥτις καὶ διεβιβάσθη εἰς τὸν Γεν. Γραμματέα τῶν Ἡν. Ἐθνῶν—ὅπως γίνῃ σύστασις εἰς τὴν Νοτιοσλαυΐαν, Βουλγαρίαν καὶ Ἀλβανίαν ἀφ' ἑνὸς καὶ Ἑλλάδα ἀφ' ἑτέρου νὰ προέλθουν εἰς τὴν ἀποκατάστασιν διπλωματικῶν σχέσεων μεταξύ των. Κατὰ τὴν ἀπογευματινὴν συνεδρίασιν ἐγένετο μακρὰ συζήτησις διὰ τὴν σύνθεσιν τῆς ἀποσταλησομένης εἰς Ἑλλάδα ἐπιτροπῆς ἐπιβλέψεως τῶν συνόρων. Τὸ Συμβούλιον Ἀσφαλείας διέκοψε τὴν συζήτησιν διὰ τὴν 10 30 π. μ. τῆς σήμερον (ὥρα Νέας Ὑόρκης). Ὁ Γκρομύκο ἐδήλωσεν ὅτι ἡ Ῥωσία ἐξακολουθεῖ νὰ ἀποκρούῃ τὴν ἀποστολὴν εἰς Ἑλλάδα ἐπιτροπῆς ἐπιβλέψεως τῶν συνόρων. Οἱ «Ταΐμς τῆς Νέας Ὑόρκης» προβλέπουν ὅτι ἡ ψηφοφορία ἐπὶ τῆς Ἀμερικανικῆς προτάσεως εἰς τὸ Σ. Α. θὰ καταστῇ δυνατὴ πρὸ τοῦ τέλους τῆς ἑβδομάδος. bbox=[1226, 416, 1707, 605]
product-item: Δροσιά bbox=[1576, 1645, 1643, 1667]
masthead-subtitle: Καθημερινὴ ἀπογευματινὴ ἐφημερὶς ὄργανον τοῦ Λαοῦ τῆς Κρήτης bbox=[628, 197, 1141, 215]
cosmetics-shop-name: Ν. ΓΩΝΙΩΤΑΚΗ bbox=[228, 1462, 396, 1485]
left-column bbox=[83, 60, 541, 1668]
leather-ad-karelli bbox=[547, 1673, 999, 1837]
new-arrivals-left bbox=[1238, 1529, 1515, 1699]
subcolumn-social bbox=[83, 313, 308, 1378]
headline-auction: ΠΡΟΚΗΡΥΞΙΣ ΔΗΜΟΠΡΑΣΙΑΣ bbox=[329, 615, 527, 630]
headline-sultana-growers: ΣΟΥΛΤΑΝΟΠΑΡΑΓΩΓΟΙ bbox=[578, 1076, 735, 1090]
auction-signature: ΧΡΙΣΤ. ΧΟΥΡΔΑΚΗΣ bbox=[425, 821, 541, 835]
column-divider bbox=[543, 64, 544, 1988]
kingdom-line: Βασίλειον τῆς Ἑλλάδος bbox=[1052, 1251, 1177, 1263]
elektra-next-day: ΤΗΝ ΔΕΥΤΕΡΑΝ bbox=[361, 1184, 496, 1202]
latest-news-body: ΑΘΗΝΑΙ 25 (ἰδ. τηλ/μα «Ἐλευθέρου Τύπου»).—Κατ' ἀσφαλεῖς πληροφορίας εἰς περίπτωσιν τελικῆς ἀσυμφωνίας εἰς τὸ Ἑλληνικὸν ζήτημα εἰς τὸν Ὀργανισμὸν τῶν Ἡν. Ἐθνῶν θὰ ἀποσταλοῦν εἰς τὴν Ἑλλάδα Ἀμερικανικὰ στρατεύματα. Ἐν οὐδεμιᾷ περιπτώσει θὰ ἐπιτραπῇ εἰς τοὺς βορείους γείτονάς μας νὰ πραγματοποιήσουν τὰς ἀρπακτικάς των διαθέσεις. Ἔγκυροι κύκλοι εἰς Ἀμερικὴν παρέχουν διαβεβαιώσεις ὅτι θὰ ὑποστηρίξουν τὰ δίκαια τῶν Ἑλλήνων μέχρι τοῦ τελικοῦ θριάμβου των. Ὁ κ. Γκρῆσγουωλντ ἐτόνισε σήμερον ὅτι θὰ διατεθοῦν ὅσα ποσὰ καὶ ἂν ἀπαιτηθοῦν διὰ τὴν ἀποστολὴν τῆς Ἑλλάδος καὶ εἰς περίπτωσιν ἀνεπαρκείας τῆς χορηγηθείσης βοηθείας θὰ χορηγηθῇ καὶ νέα Ἀμερικανικὴ χρηματικὴ βοήθεια. bbox=[1226, 1324, 1707, 1481]
cosmetics-new-arrivals-ad bbox=[1226, 1487, 1707, 1729]
center-subcolumn-1 bbox=[547, 681, 766, 1243]
headline-communists: ΚΟΜΜΟΥΝΙΣΤΩΝ ΕΚ ΤΗΣ ΠΑΛΑΙΑΣ ΕΛΛΑΔΟΣ bbox=[562, 400, 1207, 429]
divider bbox=[547, 1069, 766, 1070]
center-column bbox=[547, 60, 1222, 1842]
elektra-day: Σήμερον bbox=[403, 1031, 453, 1044]
headline-crete-landing: ΕΠΙΒΕΒΑΙΟΥΤΑΙ Η ΑΠΟΒΙΒΑΣΙΣ ΕΙΣ ΤΗΝ ΚΡΗΤΗΝ bbox=[600, 342, 1169, 398]
rebuilding-body: Ἀπὸ τὴν ἁρμοδίαν ὑπηρεσίαν τῆς Νομαρχίας Ἡρακλείου ἤρχισε ὁ ἔλεγχος διὰ τὴν διαπίστωσιν τῶν γενομένων παρανόμων ἀνοικοδομήσεων εἰς οἰκόπεδα τοῦ δημοσίου τῶν συνοικισμῶν Κρατικῆς συνοικισμὸς Ἀλικαρνασσοῦ καὶ Πατελῶν. Μετὰ τὸ πέρας τοῦ ἐλέγχου θὰ ὑποβληθεῖ ἔκθεσις εἰς τὸ ἁρμόδιον ὑπουργεῖον πρὸς λῆψιν τῶν ἐνδεδειγμένων μέτρων. bbox=[316, 347, 541, 474]
tavern-ad-footer: Μὲ τιμὰς Ἑστιατορίου bbox=[246, 1636, 378, 1650]
community-line: Κοινότης Ἁγίου Σύλλα bbox=[1055, 1268, 1174, 1281]
headline-rebuilding: Η ΑΝΟΙΚΟΔΟΜΗΣΙΣ ΕΙΣ ΟΙΚΟΠΕΔΑ ΤΟΥ ΔΗΜΟΣΙΟΥ bbox=[335, 316, 522, 343]
cosmetics-shop-address: Ἔναντι Δικαστηρίων bbox=[256, 1489, 368, 1501]
new-arrivals-list bbox=[1523, 1529, 1696, 1699]
section-title-shows: Θεάματα bbox=[83, 661, 159, 679]
